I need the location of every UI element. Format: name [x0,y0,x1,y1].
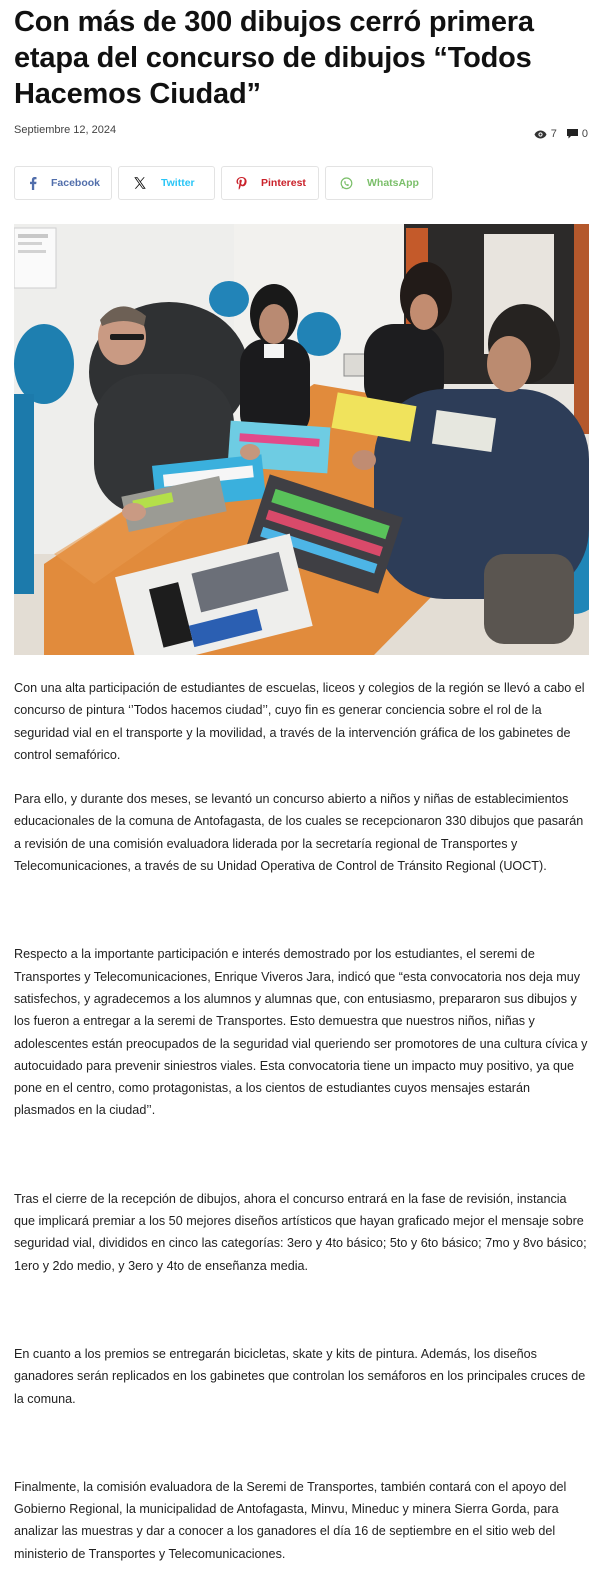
article-paragraph: Finalmente, la comisión evaluadora de la Seremi de Transportes, también contará con el apoyo del Gobierno Regional, la municipalidad de Antofagasta, Minvu, Mineduc y minera Sierra Gorda, para analizar las muestras y dar a conocer a los ganadores el día 16 de septiembre en el sitio web del ministerio de Transportes y Telecomunicaciones. [14,1479,567,1561]
article-body [14,677,588,1565]
share-whatsapp-button[interactable] [325,166,433,200]
paragraph-spacer [14,1122,588,1188]
article-paragraph: En cuanto a los premios se entregarán bicicletas, skate y kits de pintura. Además, los diseños ganadores serán replicados en los gabinetes que controlan los semáforos en los principales cruces de la comuna. [14,1346,586,1406]
share-twitter-button[interactable] [118,166,215,200]
article-photo-illustration [14,224,589,655]
share-facebook-label: Facebook [51,177,101,189]
share-whatsapp-label: WhatsApp [367,177,419,189]
article-paragraph: Respecto a la importante participación e interés demostrado por los estudiantes, el seremi de Transportes y Telecomunicaciones, Enrique Viveros Jara, indicó que “esta convocatoria nos deja muy satisfechos, y agradecemos a los alumnos y alumnas que, con entusiasmo, prepararon sus dibujos y los fueron a entregar a la seremi de Transportes. Esto demuestra que nuestros niños, niñas y adolescentes están preocupados de la seguridad vial queriendo ser promotores de una cultura cívica y autocuidado para prevenir siniestros viales. Esta convocatoria tiene un impacto muy positivo, ya que pone en el centro, como protagonistas, a los cientos de estudiantes cuyos mensajes estarán plasmados en la ciudad’’. [14,947,588,1118]
article-meta [14,124,588,142]
comments-counter[interactable] [567,128,588,140]
article-paragraph: Para ello, y durante dos meses, se levantó un concurso abierto a niños y niñas de establecimientos educacionales de la comuna de Antofagasta, de los cuales se recepcionaron 330 dibujos que pasarán a revisión de una comisión evaluadora liderada por la secretaría regional de Transportes y Telecomunicaciones, a través de su Unidad Operativa de Control de Tránsito Regional (UOCT). [14,792,584,874]
share-pinterest-button[interactable] [221,166,319,200]
whatsapp-icon [340,176,353,190]
paragraph-spacer [14,1410,588,1476]
share-pinterest-label: Pinterest [261,177,306,189]
x-icon [133,176,147,190]
article-date: Septiembre 12, 2024 [14,124,117,136]
article-photo [14,224,589,655]
views-count: 7 [550,128,557,140]
pinterest-icon [236,176,247,190]
facebook-icon [29,176,37,190]
share-facebook-button[interactable] [14,166,112,200]
article-title: Con más de 300 dibujos cerró primera etapa del concurso de dibujos “Todos Hacemos Ciudad” [14,6,534,110]
paragraph-spacer [14,766,588,788]
article-stats [534,128,588,140]
article-paragraph: Con una alta participación de estudiantes de escuelas, liceos y colegios de la región se llevó a cabo el concurso de pintura ‘’Todos hacemos ciudad’’, cuyo fin es generar conciencia sobre el rol de la seguridad vial en el transporte y la movilidad, a través de la intervención gráfica de los gabinetes de control semafórico. [14,681,585,762]
paragraph-spacer [14,1277,588,1343]
views-counter [534,128,557,140]
paragraph-spacer [14,877,588,943]
comment-icon [567,129,578,139]
eye-icon [534,130,547,139]
share-buttons [14,166,433,200]
comments-count: 0 [581,128,588,140]
share-twitter-label: Twitter [161,177,195,189]
article-paragraph: Tras el cierre de la recepción de dibujos, ahora el concurso entrará en la fase de revisión, instancia que implicará premiar a los 50 mejores diseños artísticos que hayan graficado mejor el mensaje sobre seguridad vial, divididos en cinco las categorías: 3ero y 4to básico; 5to y 6to básico; 7mo y 8vo básico; 1ero y 2do medio, y 3ero y 4to de enseñanza media. [14,1191,587,1273]
